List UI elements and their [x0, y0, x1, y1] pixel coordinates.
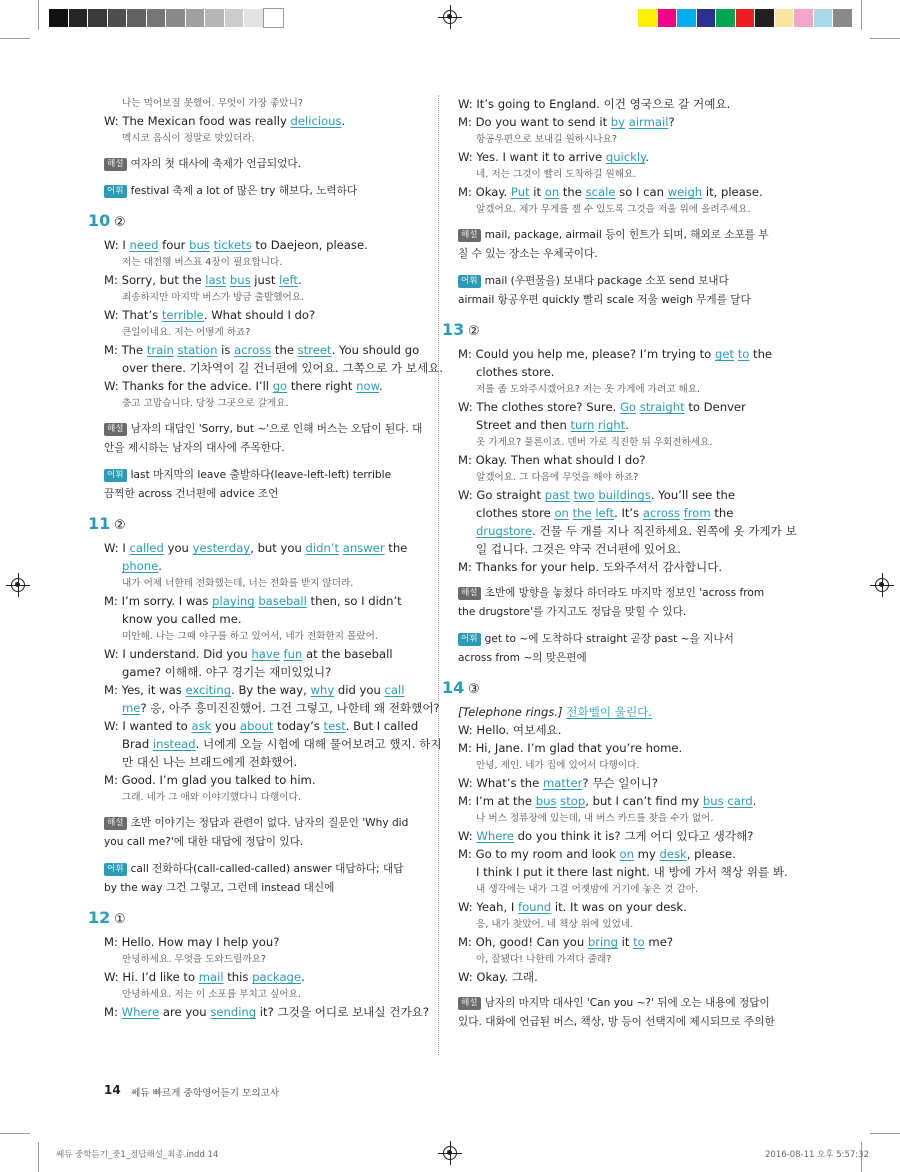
blank-answer: delicious [290, 114, 342, 128]
blank-answer: why [310, 683, 335, 697]
dialogue-line: M: Do you want to send it by airmail? [458, 115, 675, 129]
korean-translation: 죄송하지만 마지막 버스가 방금 출발했어요. [122, 292, 305, 303]
blank-answer: mail [198, 970, 224, 984]
dialogue-continuation: over there. 기차역이 길 건너편에 있어요. 그쪽으로 가 보세요. [122, 361, 444, 375]
blank-answer: bus [535, 794, 557, 808]
dialogue-line: W: Go straight past two buildings. You’ll see the [458, 488, 735, 502]
blank-answer: card [727, 794, 753, 808]
registration-mark-icon [443, 10, 457, 24]
blank-answer: to [633, 935, 645, 949]
page-number: 14 [104, 1083, 121, 1097]
question-number: 12 [88, 908, 111, 927]
blank-answer: street [297, 343, 332, 357]
dialogue-line: W: Okay. 그래. [458, 970, 538, 984]
slug-timestamp: 2016-08-11 오후 5:57:32 [765, 1150, 869, 1160]
answer-choice: ③ [468, 682, 480, 697]
explanation-note: 해설 여자의 첫 대사에 축제가 언급되었다. [104, 155, 426, 174]
dialogue-continuation: clothes store. [476, 365, 555, 379]
blank-answer: buildings [598, 488, 651, 502]
blank-answer: Go [619, 400, 637, 414]
blank-answer: last [205, 273, 227, 287]
blank-answer: exciting [185, 683, 232, 697]
color-swatch [147, 9, 167, 27]
dialogue-line: M: Oh, good! Can you bring it to me? [458, 935, 674, 949]
color-swatch [716, 9, 736, 27]
dialogue-line: W: Where do you think it is? 그게 어디 있다고 생각해? [458, 829, 754, 843]
question-header [442, 678, 778, 697]
blank-answer: call [384, 683, 405, 697]
blank-answer: package [252, 970, 302, 984]
color-swatch [88, 9, 108, 27]
dialogue-line: M: I’m at the bus stop, but I can’t find my bus card. [458, 794, 757, 808]
dialogue-line: M: I’m sorry. I was playing baseball then, so I didn’t [104, 594, 402, 608]
question-11 [88, 514, 442, 898]
color-swatch [264, 9, 284, 27]
vocabulary-note: 어휘 get to ~에 도착하다 straight 곧장 past ~을 지나서 [458, 630, 778, 649]
korean-translation: 안녕, 제인. 네가 집에 있어서 다행이다. [476, 760, 640, 771]
color-bar-process [638, 9, 853, 27]
dialogue-line: W: It’s going to England. 이건 영국으로 갈 거예요. [458, 97, 731, 111]
dialogue-line: M: Hello. How may I help you? [104, 935, 280, 949]
color-swatch [736, 9, 756, 27]
note-badge: 해설 [458, 229, 481, 242]
blank-answer: get [714, 347, 735, 361]
note-continuation: airmail 항공우편 quickly 빨리 scale 저울 weigh 무게를 달다 [458, 294, 751, 306]
answer-block [104, 95, 426, 201]
right-column [442, 95, 797, 1032]
color-swatch [108, 9, 128, 27]
question-number: 13 [442, 320, 465, 339]
color-swatch [166, 9, 186, 27]
note-continuation: 있다. 대화에 언급된 버스, 책상, 방 등이 선택지에 제시되므로 주의한 [458, 1016, 775, 1028]
korean-translation: 옷 가게요? 물론이죠. 덴버 가로 직진한 뒤 우회전하세요. [476, 437, 713, 448]
crop-mark [0, 38, 30, 39]
blank-answer: playing [212, 594, 255, 608]
blank-answer: Where [476, 829, 514, 843]
dialogue-continuation: know you called me. [122, 612, 242, 626]
blank-answer: across [642, 506, 681, 520]
blank-answer: the [572, 506, 592, 520]
korean-translation: 큰일이네요. 저는 어떻게 하죠? [122, 327, 251, 338]
question-number: 10 [88, 211, 111, 230]
question-header [88, 908, 426, 927]
dialogue-line: W: The clothes store? Sure. Go straight to Denver [458, 400, 746, 414]
blank-answer: across [234, 343, 272, 357]
crop-mark [861, 0, 862, 30]
registration-mark-icon [11, 578, 25, 592]
dialogue-continuation: me? 응, 아주 흥미진진했어. 그건 그렇고, 나한테 왜 전화했어? [122, 701, 440, 715]
note-continuation: across from ~의 맞은편에 [458, 652, 587, 664]
blank-answer: on [619, 847, 634, 861]
dialogue-line: M: Hi, Jane. I’m glad that you’re home. [458, 741, 683, 755]
color-swatch [127, 9, 147, 27]
dialogue-continuation: phone. [122, 559, 162, 573]
dialogue-continuation: 만 대신 나는 브래드에게 전화했어. [122, 755, 298, 769]
dialogue-continuation: drugstore. 건물 두 개를 지나 직진하세요. 왼쪽에 옷 가게가 보 [476, 524, 797, 538]
dialogue-line: M: Sorry, but the last bus just left. [104, 273, 302, 287]
question-header [88, 514, 426, 533]
blank-answer: turn [570, 418, 595, 432]
crop-mark [0, 1133, 30, 1134]
blank-answer: fun [283, 647, 303, 661]
dialogue-line: W: Yeah, I found it. It was on your desk. [458, 900, 687, 914]
dialogue-line: M: Okay. Then what should I do? [458, 453, 646, 467]
crop-mark [870, 38, 900, 39]
dialogue-line: M: Go to my room and look on my desk, please. [458, 847, 736, 861]
color-bar-grayscale [49, 9, 283, 27]
dialogue-line: W: I understand. Did you have fun at the baseball [104, 647, 393, 661]
korean-translation: 그래. 네가 그 애와 이야기했다니 다행이다. [122, 792, 301, 803]
slug-filename: 쎄듀 중학듣기_중1_정답해설_최종.indd 14 [56, 1150, 219, 1160]
dialogue-line: M: Okay. Put it on the scale so I can weigh it, please. [458, 185, 763, 199]
dialogue-line: W: Hi. I’d like to mail this package. [104, 970, 305, 984]
color-swatch [205, 9, 225, 27]
registration-mark-icon [443, 1146, 457, 1160]
note-continuation: 안을 제시하는 남자의 대사에 주목한다. [104, 442, 285, 454]
note-continuation: 끔찍한 across 건너편에 advice 조언 [104, 488, 279, 500]
crop-mark [870, 1133, 900, 1134]
color-swatch [69, 9, 89, 27]
blank-answer: from [683, 506, 711, 520]
color-swatch [49, 9, 69, 27]
blank-answer: bring [587, 935, 618, 949]
dialogue-line: M: Could you help me, please? I’m trying to get to the [458, 347, 773, 361]
blank-answer: straight [639, 400, 685, 414]
blank-answer: phone [122, 559, 159, 573]
dialogue-continuation: clothes store on the left. It’s across from the [476, 506, 734, 520]
registration-mark-icon [875, 578, 889, 592]
blank-answer: Put [510, 185, 530, 199]
korean-translation: 아, 잘됐다! 나한테 가져다 줄래? [476, 954, 612, 965]
blank-answer: me [122, 701, 141, 715]
blank-answer: to [737, 347, 750, 361]
vocabulary-note: 어휘 last 마지막의 leave 출발하다(leave-left-left) terrible [104, 466, 426, 485]
explanation-note: 해설 mail, package, airmail 등이 힌트가 되며, 해외로 소포를 부 [458, 226, 778, 245]
dialogue-line: M: Thanks for your help. 도와주셔서 감사합니다. [458, 560, 723, 574]
color-swatch [794, 9, 814, 27]
korean-translation: 알겠어요. 제가 무게를 잴 수 있도록 그것을 저울 위에 올려주세요. [476, 204, 751, 215]
question-number: 14 [442, 678, 465, 697]
blank-answer: station [177, 343, 218, 357]
korean-translation: 안녕하세요. 저는 이 소포를 부치고 싶어요. [122, 989, 301, 1000]
blank-answer: train [146, 343, 174, 357]
blank-answer: test [323, 719, 346, 733]
blank-answer: have [251, 647, 280, 661]
blank-answer: matter [542, 776, 583, 790]
dialogue-continuation: Brad instead. 너에게 오늘 시험에 대해 물어보려고 했지. 하지 [122, 737, 442, 751]
question-number: 11 [88, 514, 111, 533]
blank-answer: now [356, 379, 379, 393]
dialogue-line: M: Yes, it was exciting. By the way, why did you call [104, 683, 405, 697]
korean-translation: 내가 어제 너한테 전화했는데, 너는 전화를 받지 않더라. [122, 578, 354, 589]
blank-answer: terrible [161, 308, 204, 322]
blank-answer: Where [121, 1005, 160, 1019]
blank-answer: airmail [628, 115, 669, 129]
color-swatch [697, 9, 717, 27]
note-continuation: 칠 수 있는 장소는 우체국이다. [458, 248, 598, 260]
question-10 [88, 211, 444, 504]
color-swatch [244, 9, 264, 27]
blank-answer: go [272, 379, 288, 393]
blank-answer: bus [229, 273, 251, 287]
blank-answer: two [573, 488, 595, 502]
dialogue-line: M: Good. I’m glad you talked to him. [104, 773, 316, 787]
dialogue-line: W: Thanks for the advice. I’ll go there right now. [104, 379, 383, 393]
color-swatch [638, 9, 658, 27]
korean-translation: 응, 내가 찾았어. 네 책상 위에 있었네. [476, 919, 634, 930]
dialogue-line: M: The train station is across the street. You should go [104, 343, 420, 357]
blank-answer: didn’t [305, 541, 340, 555]
question-header [442, 320, 778, 339]
explanation-note: 해설 초반 이야기는 정답과 관련이 없다. 남자의 질문인 'Why did [104, 814, 426, 833]
question-12 [88, 908, 430, 1021]
blank-answer: about [240, 719, 274, 733]
blank-answer: yesterday [192, 541, 251, 555]
blank-answer: on [544, 185, 560, 199]
crop-mark [38, 0, 39, 30]
dialogue-line: M: Where are you sending it? 그것을 어디로 보내실 건가요? [104, 1005, 430, 1019]
blank-answer: called [129, 541, 164, 555]
blank-answer: bus [189, 238, 210, 252]
note-continuation: by the way 그건 그렇고, 그런데 instead 대신에 [104, 882, 335, 894]
color-swatch [658, 9, 678, 27]
answer-choice: ② [114, 215, 126, 230]
color-swatch [814, 9, 834, 27]
note-badge: 어휘 [458, 275, 481, 288]
note-badge: 어휘 [104, 863, 127, 876]
korean-translation: 내 생각에는 내가 그걸 어젯밤에 거기에 놓은 것 같아. [476, 884, 699, 895]
column-divider [438, 95, 439, 1055]
note-continuation: you call me?'에 대한 대답에 정답이 있다. [104, 836, 304, 848]
note-badge: 어휘 [104, 185, 127, 198]
color-swatch [677, 9, 697, 27]
color-swatch [833, 9, 853, 27]
note-badge: 해설 [104, 817, 127, 830]
note-continuation: the drugstore'를 가지고도 정답을 맞힐 수 있다. [458, 606, 687, 618]
blank-answer: answer [342, 541, 385, 555]
dialogue-continuation: Street and then turn right. [476, 418, 629, 432]
crop-mark [38, 1142, 39, 1172]
blank-answer: quickly [605, 150, 646, 164]
korean-translation: 항공우편으로 보내길 원하시나요? [476, 134, 617, 145]
answer-choice: ② [468, 324, 480, 339]
blank-answer: tickets [213, 238, 252, 252]
vocabulary-note: 어휘 festival 축제 a lot of 많은 try 해보다, 노력하다 [104, 182, 426, 201]
blank-answer: need [129, 238, 159, 252]
blank-answer: found [517, 900, 552, 914]
korean-translation: 미안해. 나는 그때 야구를 하고 있어서, 네가 전화한지 몰랐어. [122, 631, 378, 642]
dialogue-line: W: I need four bus tickets to Daejeon, please. [104, 238, 368, 252]
korean-translation: 나 버스 정류장에 있는데, 내 버스 카드를 찾을 수가 없어. [476, 813, 714, 824]
blank-answer: right [597, 418, 626, 432]
dialogue-line: W: What’s the matter? 무슨 일이니? [458, 776, 659, 790]
blank-answer: left [595, 506, 615, 520]
dialogue-line [458, 703, 778, 721]
blank-answer: past [544, 488, 570, 502]
question-14 [442, 678, 788, 1032]
question-header [88, 211, 426, 230]
note-badge: 해설 [458, 587, 481, 600]
left-column [88, 95, 444, 1021]
korean-translation: 충고 고맙습니다. 당장 그곳으로 갈게요. [122, 398, 289, 409]
question-13 [442, 320, 797, 668]
korean-translation: 네. 저는 그것이 빨리 도착하길 원해요. [476, 169, 637, 180]
blank-answer: by [610, 115, 626, 129]
dialogue-continuation: 일 겁니다. 그것은 약국 건너편에 있어요. [476, 542, 681, 556]
explanation-note: 해설 초반에 방향을 놓쳤다 하더라도 마지막 정보인 'across from [458, 584, 778, 603]
blank-answer: bus [702, 794, 724, 808]
korean-translation: 알겠어요. 그 다음에 무엇을 해야 하죠? [476, 472, 639, 483]
blank-answer: drugstore [476, 524, 533, 538]
dialogue-line: W: Yes. I want it to arrive quickly. [458, 150, 649, 164]
dialogue-line: W: I called you yesterday, but you didn’t answer the [104, 541, 408, 555]
dialogue-continuation: I think I put it there last night. 내 방에 가서 책상 위를 봐. [476, 865, 788, 879]
dialogue-continuation: game? 이해해. 야구 경기는 재미있었니? [122, 665, 332, 679]
note-badge: 어휘 [104, 469, 127, 482]
blank-answer: scale [585, 185, 616, 199]
blank-answer: ask [191, 719, 212, 733]
color-swatch [225, 9, 245, 27]
dialogue-line: W: The Mexican food was really delicious. [104, 114, 346, 128]
book-title: 쎄듀 빠르게 중학영어듣기 모의고사 [131, 1088, 280, 1099]
answer-choice: ② [114, 518, 126, 533]
blank-answer: desk [659, 847, 687, 861]
korean-translation: 나는 먹어보질 못했어. 무엇이 가장 좋았니? [122, 98, 303, 109]
answer-block [458, 95, 778, 310]
note-badge: 어휘 [458, 633, 481, 646]
korean-translation: 멕시코 음식이 정말로 맛있더라. [122, 133, 255, 144]
answer-choice: ① [114, 912, 126, 927]
blank-answer: stop [560, 794, 586, 808]
blank-answer: on [554, 506, 569, 520]
color-swatch [186, 9, 206, 27]
blank-answer: baseball [258, 594, 307, 608]
blank-answer: sending [210, 1005, 257, 1019]
vocabulary-note: 어휘 call 전화하다(call-called-called) answer 대답하다; 대답 [104, 860, 426, 879]
dialogue-line: W: I wanted to ask you about today’s test. But I called [104, 719, 419, 733]
note-badge: 해설 [104, 158, 127, 171]
korean-translation: 저를 좀 도와주시겠어요? 저는 옷 가게에 가려고 해요. [476, 384, 701, 395]
blank-answer: weigh [667, 185, 703, 199]
blank-answer: 전화벨이 울린다. [566, 705, 653, 719]
dialogue-line: W: Hello. 여보세요. [458, 723, 562, 737]
dialogue-line: W: That’s terrible. What should I do? [104, 308, 316, 322]
blank-answer: left [279, 273, 298, 287]
note-badge: 해설 [458, 997, 481, 1010]
explanation-note: 해설 남자의 대답인 'Sorry, but ~'으로 인해 버스는 오답이 된다. 대 [104, 420, 426, 439]
korean-translation: 안녕하세요. 무엇을 도와드릴까요? [122, 954, 266, 965]
color-swatch [775, 9, 795, 27]
korean-translation: 저는 대전행 버스표 4장이 필요합니다. [122, 257, 283, 268]
explanation-note: 해설 남자의 마지막 대사인 'Can you ~?' 뒤에 오는 내용에 정답이 [458, 994, 778, 1013]
color-swatch [755, 9, 775, 27]
note-badge: 해설 [104, 423, 127, 436]
stage-direction: [Telephone rings.] [458, 705, 563, 719]
blank-answer: instead [152, 737, 196, 751]
vocabulary-note: 어휘 mail (우편물을) 보내다 package 소포 send 보내다 [458, 272, 778, 291]
